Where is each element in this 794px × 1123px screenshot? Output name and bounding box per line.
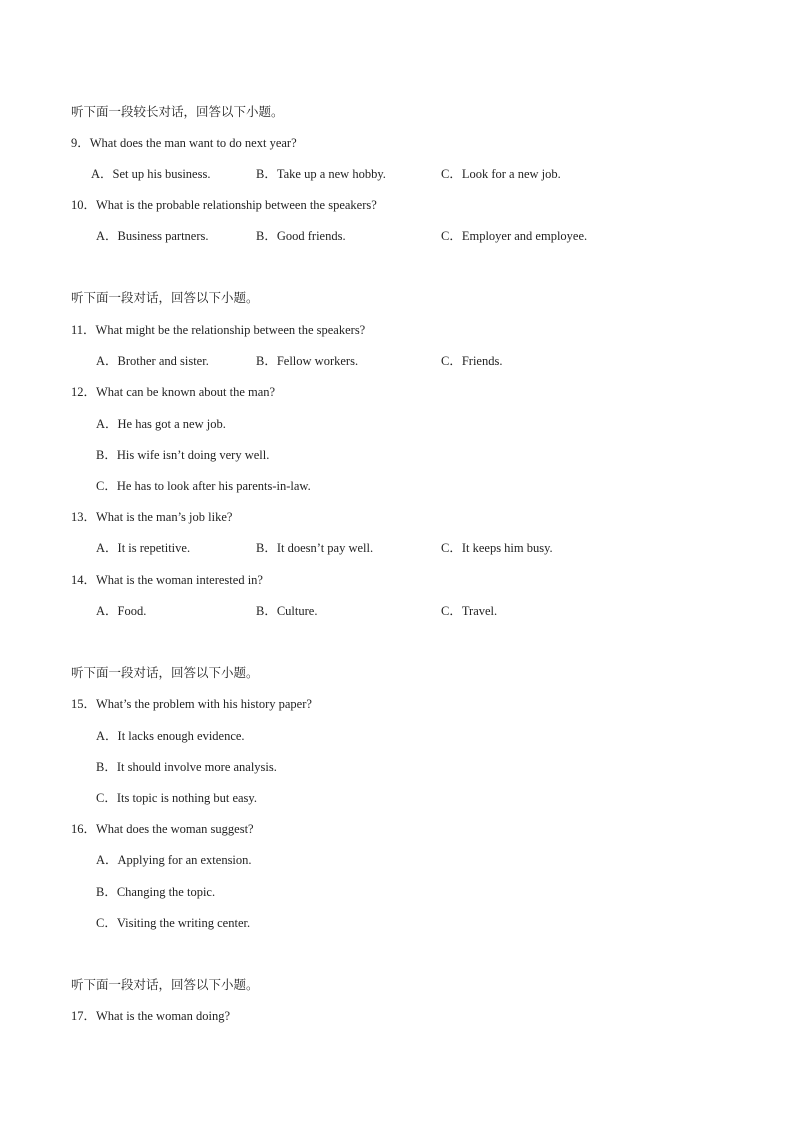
answer-option[interactable]: C．Look for a new job.: [441, 167, 561, 181]
answer-option[interactable]: A．Brother and sister.: [96, 354, 209, 368]
answer-option[interactable]: C．Visiting the writing center.: [96, 916, 251, 930]
answer-option[interactable]: B．His wife isn’t doing very well.: [96, 448, 270, 462]
answer-option[interactable]: C．It keeps him busy.: [441, 541, 553, 555]
answer-option[interactable]: A．It lacks enough evidence.: [96, 729, 245, 743]
answer-option[interactable]: B．It should involve more analysis.: [96, 760, 277, 774]
question-stem: 16．What does the woman suggest?: [71, 822, 254, 836]
answer-option[interactable]: C．Travel.: [441, 604, 498, 618]
question-stem: 9．What does the man want to do next year?: [71, 136, 297, 150]
answer-option[interactable]: C．Friends.: [441, 354, 503, 368]
question-stem: 11．What might be the relationship between the speakers?: [71, 323, 366, 337]
question-stem: 15．What’s the problem with his history paper?: [71, 697, 312, 711]
answer-option[interactable]: A．Business partners.: [96, 229, 209, 243]
question-stem: 14．What is the woman interested in?: [71, 573, 263, 587]
answer-option[interactable]: A．Set up his business.: [91, 167, 211, 181]
question-stem: 12．What can be known about the man?: [71, 385, 276, 399]
answer-option[interactable]: A．He has got a new job.: [96, 417, 226, 431]
question-stem: 10．What is the probable relationship between the speakers?: [71, 198, 377, 212]
answer-option[interactable]: A．Food.: [96, 604, 147, 618]
answer-option[interactable]: B．Take up a new hobby.: [256, 167, 386, 181]
question-stem: 13．What is the man’s job like?: [71, 510, 233, 524]
answer-option[interactable]: A．Applying for an extension.: [96, 853, 252, 867]
section-intro: 听下面一段对话，回答以下小题。: [71, 666, 259, 680]
section-intro: 听下面一段对话，回答以下小题。: [71, 291, 259, 305]
answer-option[interactable]: B．Changing the topic.: [96, 885, 216, 899]
answer-option[interactable]: C．Employer and employee.: [441, 229, 588, 243]
answer-option[interactable]: C．He has to look after his parents-in-law.: [96, 479, 311, 493]
answer-option[interactable]: B．It doesn’t pay well.: [256, 541, 374, 555]
answer-option[interactable]: C．Its topic is nothing but easy.: [96, 791, 257, 805]
question-stem: 17．What is the woman doing?: [71, 1009, 230, 1023]
answer-option[interactable]: B．Culture.: [256, 604, 318, 618]
section-intro: 听下面一段较长对话，回答以下小题。: [71, 105, 284, 119]
answer-option[interactable]: A．It is repetitive.: [96, 541, 191, 555]
answer-option[interactable]: B．Fellow workers.: [256, 354, 359, 368]
section-intro: 听下面一段对话，回答以下小题。: [71, 978, 259, 992]
answer-option[interactable]: B．Good friends.: [256, 229, 346, 243]
